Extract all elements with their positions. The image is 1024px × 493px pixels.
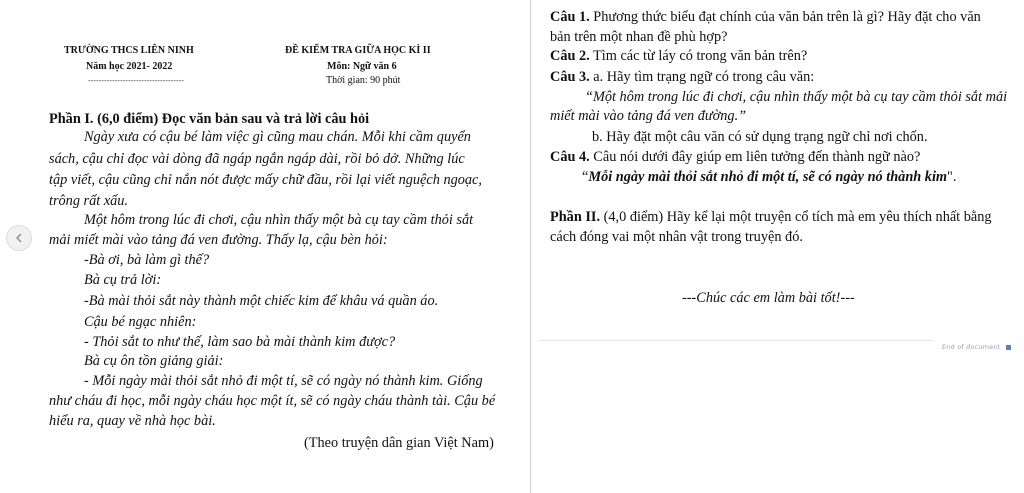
part2-label: Phần II. [550,209,601,225]
question-1-cont: bản trên một nhan đề phù hợp? [550,29,728,45]
story-line: -Bà mài thỏi sắt này thành một chiếc kim để khâu vá quần áo. [84,293,439,309]
end-separator [540,340,932,341]
story-line: - Thỏi sắt to như thế, làm sao bà mài thành kim được? [84,334,396,350]
story-line: tập viết, cậu cũng chỉ nắn nót được mấy chữ đầu, rồi lại viết nguệch ngoạc, [49,172,482,188]
school-name: TRƯỜNG THCS LIÊN NINH [64,45,194,56]
part1-label: Phần I. [49,111,94,127]
question-4-quote [582,168,956,186]
question-4-text: Câu nói dưới đây giúp em liên tưởng đến thành ngữ nào? [589,149,921,165]
question-1-text: Phương thức biểu đạt chính của văn bản trên là gì? Hãy đặt cho văn [589,9,981,25]
story-line: Ngày xưa có cậu bé làm việc gì cũng mau chán. Mỗi khi cầm quyển [84,129,471,145]
previous-page-button[interactable] [6,225,32,251]
story-line: hiểu ra, quay về nhà học bài. [49,413,216,429]
question-2 [550,47,807,65]
story-line: mải miết mài vào tảng đá ven đường. Thấy lạ, cậu bèn hỏi: [49,232,388,248]
story-line: như cháu đi học, mỗi ngày cháu học một ít, sẽ có ngày cháu thành tài. Cậu bé [49,393,496,409]
story-line: Một hôm trong lúc đi chơi, cậu nhìn thấy một bà cụ tay cầm thỏi sắt [84,212,474,228]
question-4 [550,148,920,166]
wish-dash-right: --- [840,290,855,306]
question-1 [550,8,981,26]
story-line: Bà cụ ôn tồn giảng giải: [84,353,224,369]
part1-instruction: (6,0 điểm) Đọc văn bản sau và trả lời câu hỏi [93,111,370,127]
end-of-document-label: End of document [942,343,1001,351]
question-1-label: Câu 1. [550,9,590,25]
end-square-icon [1006,345,1011,350]
question-3 [550,68,814,86]
story-line: Cậu bé ngạc nhiên: [84,314,197,330]
question-3-quote: “Một hôm trong lúc đi chơi, cậu nhìn thấy một bà cụ tay cầm thỏi sắt mải [585,89,1008,105]
quote-open-mark: “ [582,169,589,185]
exam-subject: Môn: Ngữ văn 6 [327,61,397,72]
story-line: trông rất xấu. [49,193,129,209]
chevron-left-icon [14,233,24,243]
quote-close-mark: ". [947,169,957,185]
question-3-b: b. Hãy đặt một câu văn có sử dụng trạng ngữ chỉ nơi chốn. [592,129,928,145]
wish-text: Chúc các em làm bài tốt! [696,290,841,306]
part2-text: (4,0 điểm) Hãy kể lại một truyện cổ tích mà em yêu thích nhất bằng [600,209,992,225]
question-3-label: Câu 3. [550,69,590,85]
story-line: -Bà ơi, bà làm gì thế? [84,252,210,268]
end-of-document-marker [942,343,1011,351]
question-4-quote-text: Mỗi ngày mài thỏi sắt nhỏ đi một tí, sẽ có ngày nó thành kim [588,169,948,185]
question-3-quote-cont: miết mài vào tảng đá ven đường.” [550,108,747,124]
closing-wish [682,289,855,307]
story-source: (Theo truyện dân gian Việt Nam) [304,435,494,451]
school-underline: ------------------------------------ [88,76,184,85]
story-line: Bà cụ trả lời: [84,272,162,288]
exam-title: ĐỀ KIỂM TRA GIỮA HỌC KÌ II [285,45,431,56]
story-line: - Mỗi ngày mài thỏi sắt nhỏ đi một tí, sẽ có ngày nó thành kim. Giống [84,373,483,389]
part1-heading [49,110,369,128]
exam-time: Thời gian: 90 phút [326,75,401,86]
story-line: sách, cậu chỉ đọc vài dòng đã ngáp ngắn ngáp dài, rồi bỏ dở. Những lúc [49,151,465,167]
part2-cont: cách đóng vai một nhân vật trong truyện đó. [550,229,803,245]
question-4-label: Câu 4. [550,149,590,165]
wish-dash-left: --- [682,290,697,306]
part2-heading [550,208,992,226]
question-3-text: a. Hãy tìm trạng ngữ có trong câu văn: [589,69,815,85]
school-year: Năm học 2021- 2022 [86,61,173,72]
question-2-label: Câu 2. [550,48,590,64]
question-2-text: Tìm các từ láy có trong văn bản trên? [589,48,808,64]
